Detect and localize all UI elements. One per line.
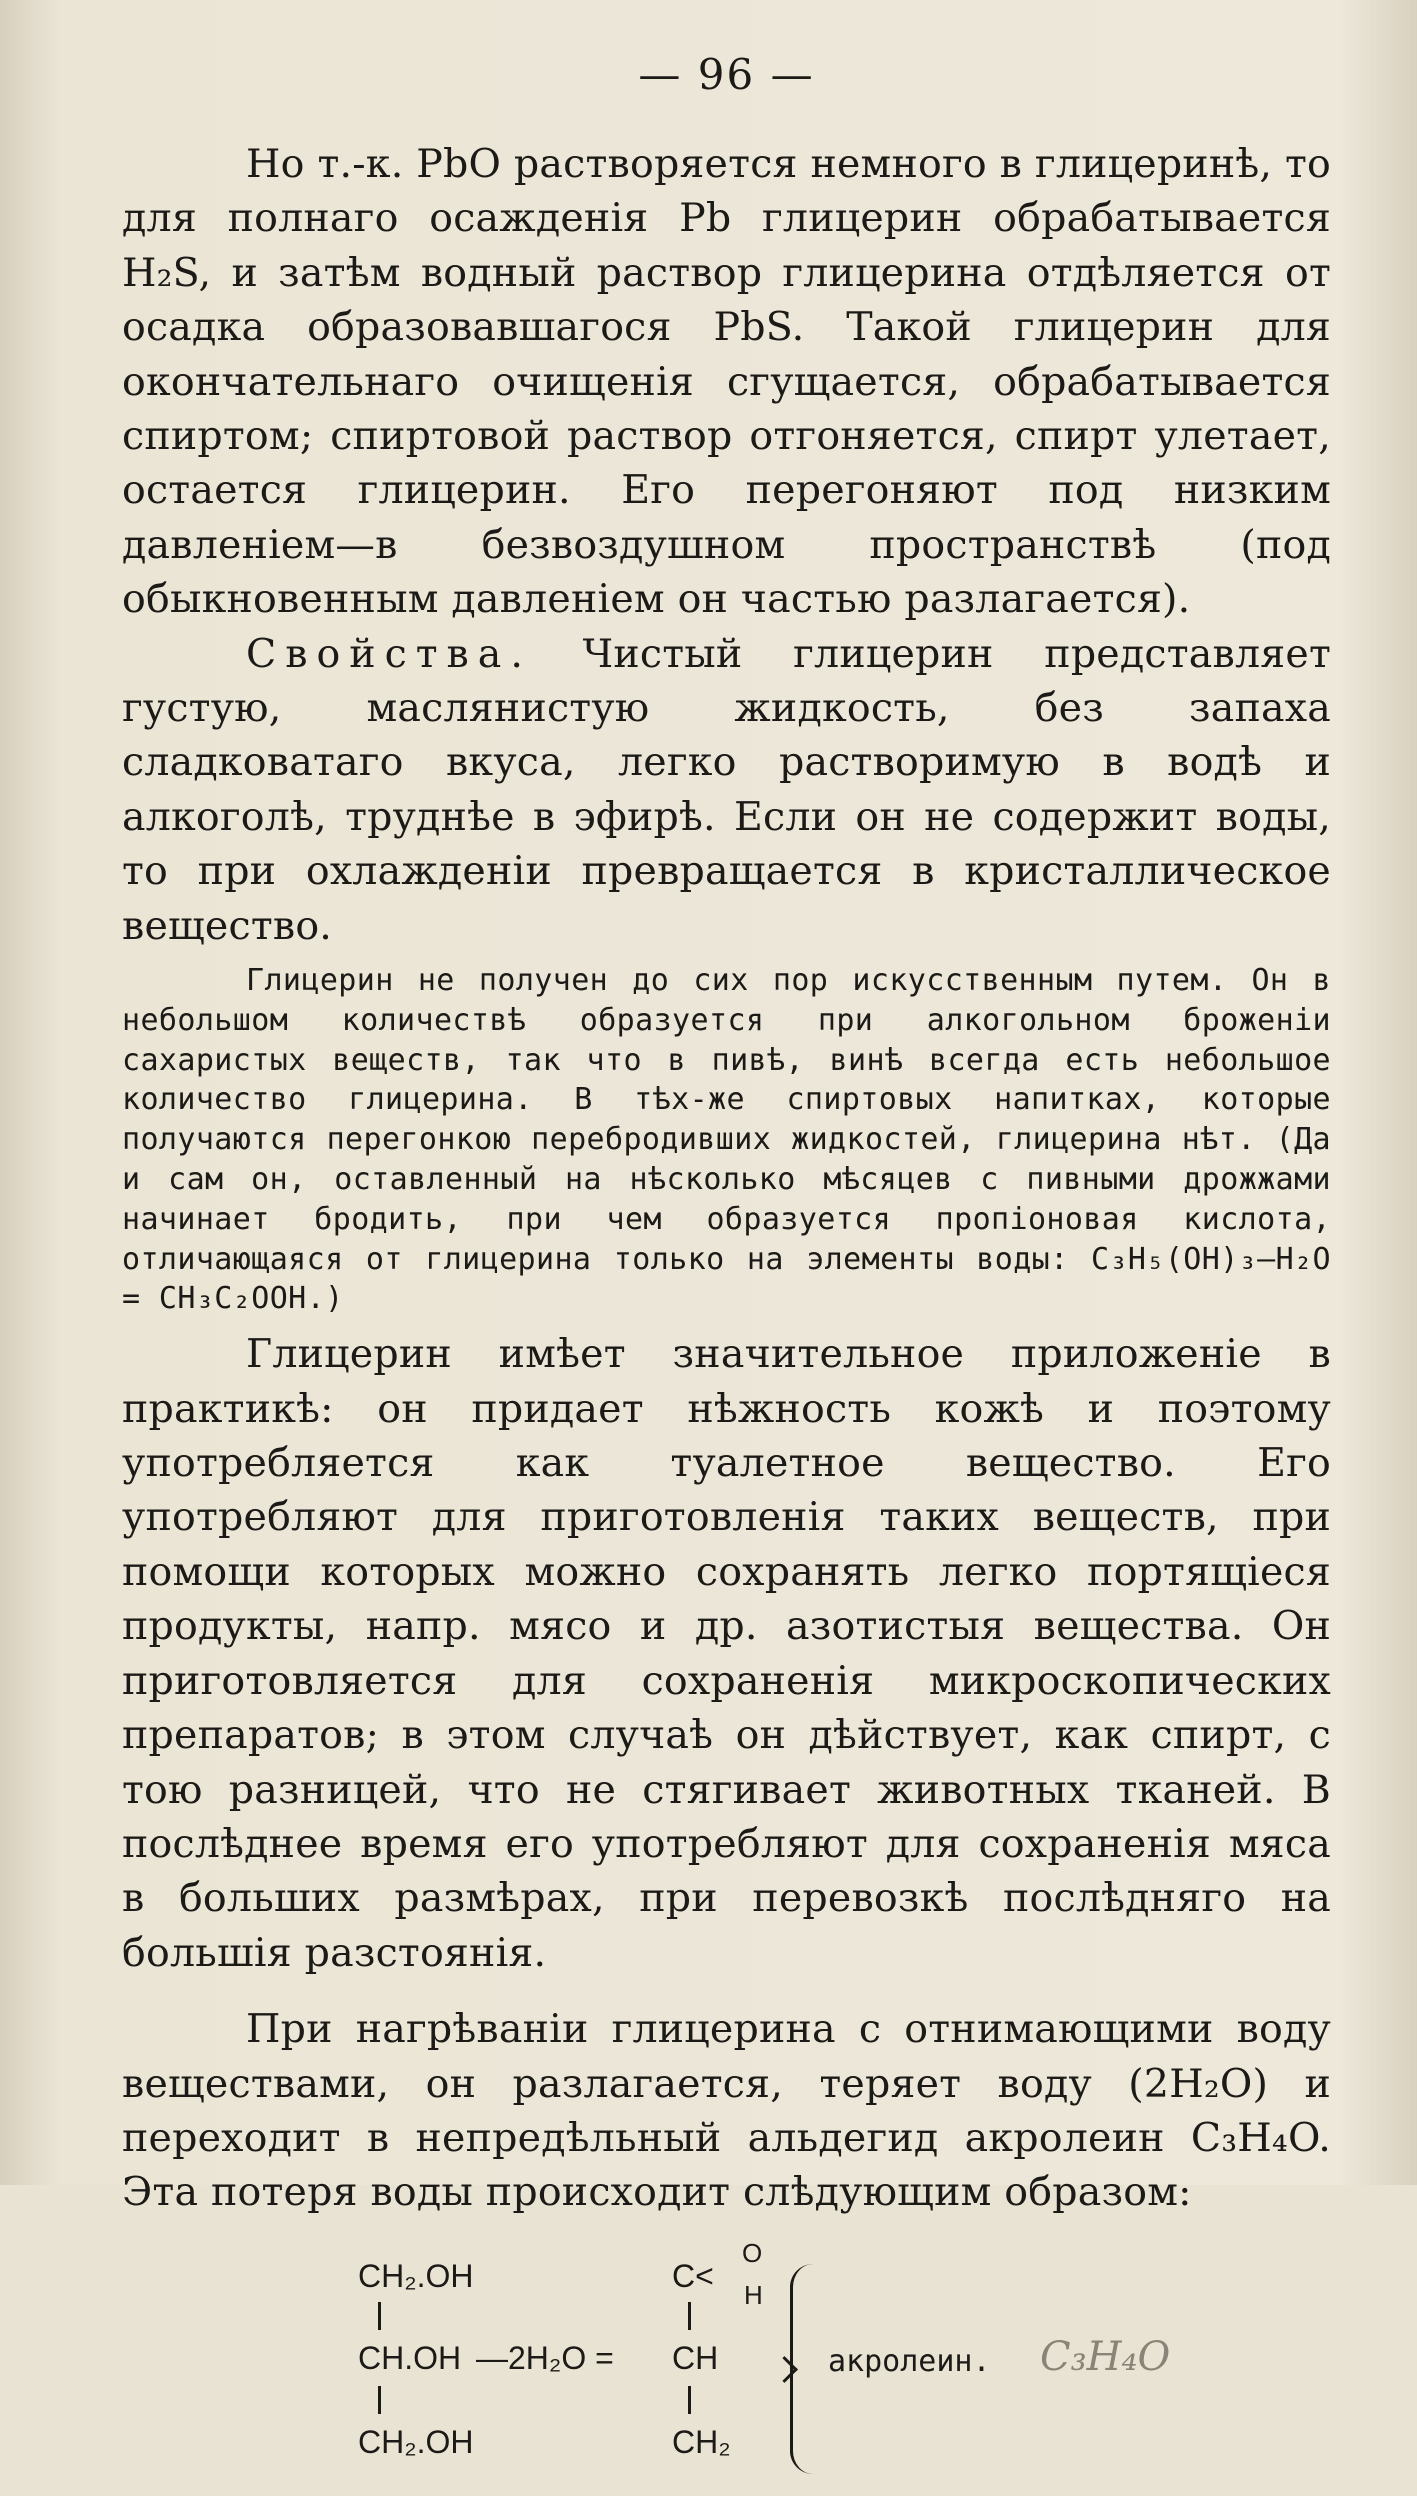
bond-right-1	[688, 2302, 691, 2330]
section-heading-properties: Свойства.	[246, 630, 532, 677]
acrolein-reaction	[122, 2237, 1331, 2496]
page-number: — 96 —	[638, 50, 815, 99]
formula-right-mid: CH	[672, 2339, 719, 2376]
acrolein-label: акролеин.	[828, 2343, 991, 2379]
handwritten-note: C₃H₄O	[1040, 2333, 1171, 2380]
formula-left-bot: CH₂.OH	[358, 2423, 474, 2460]
paragraph-purification: Но т.-к. PbO растворяется немного в глицеринѣ, то для полнаго осажденія Pb глицерин обрабатывается H₂S, и затѣм водный раствор глицерина отдѣляется от осадка образовавшагося PbS. Такой глицерин для окончательнаго очищенія сгущается, обрабатывается спиртом; спиртовой раствор отгоняется, спирт улетает, остается глицерин. Его перегоняют под низким давленіем—в безвоздушном пространствѣ (под обыкновенным давленіем он частью разлагается).	[122, 141, 1331, 623]
formula-right-top: C<	[672, 2257, 714, 2294]
formula-left-mid: CH.OH	[358, 2339, 462, 2376]
paragraph-applications: Глицерин имѣет значительное приложеніе в практикѣ: он придает нѣжность кожѣ и поэтому употребляется как туалетное вещество. Его употребляют для приготовленія таких веществ, при помощи которых можно сохранять легко портящіеся продукты, напр. мясо и др. азотистыя вещества. Он приготовляется для сохраненія микроскопических препаратов; в этом случаѣ он дѣйствует, как спирт, с тою разницей, что не стягивает животных тканей. В послѣднее время его употребляют для сохраненія мяса в больших размѣрах, при перевозкѣ послѣдняго на большія разстоянія.	[122, 1331, 1331, 1976]
paragraph-properties	[122, 627, 1331, 953]
bond-right-2	[688, 2386, 691, 2414]
paragraph-dehydration: При нагрѣваніи глицерина с отнимающими воду веществами, он разлагается, теряет воду (2H₂O) и переходит в непредѣльный альдегид акролеин C₃H₄O. Эта потеря воды происходит слѣдующим образом:	[122, 2006, 1331, 2216]
bond-left-1	[378, 2302, 381, 2330]
small-print-note: Глицерин не получен до сих пор искусственным путем. Он в небольшом количествѣ образуется при алкогольном броженіи сахаристых веществ, так что в пивѣ, винѣ всегда есть небольшое количество глицерина. В тѣх-же спиртовых напитках, которые получаются перегонкою перебродивших жидкостей, глицерина нѣт. (Да и сам он, оставленный на нѣсколько мѣсяцев с пивными дрожжами начинает бродить, при чем образуется пропіоновая кислота, отличающаяся от глицерина только на элементы воды: C₃H₅(OH)₃—H₂O = CH₃C₂OOH.)	[122, 963, 1331, 1317]
paragraph-properties-text: Чистый глицерин представляет густую, маслянистую жидкость, без запаха сладковатаго вкуса, легко растворимую в водѣ и алкоголѣ, труднѣе в эфирѣ. Если он не содержит воды, то при охлажденіи превращается в кристаллическое вещество.	[122, 630, 1332, 949]
bond-left-2	[378, 2386, 381, 2414]
formula-right-top-o: O	[742, 2237, 763, 2268]
formula-right-bot: CH₂	[672, 2423, 731, 2460]
formula-left-top: CH₂.OH	[358, 2257, 474, 2294]
reaction-operator: —2H₂O =	[476, 2339, 614, 2376]
formula-right-top-h: H	[744, 2279, 763, 2310]
curly-brace	[790, 2264, 813, 2474]
